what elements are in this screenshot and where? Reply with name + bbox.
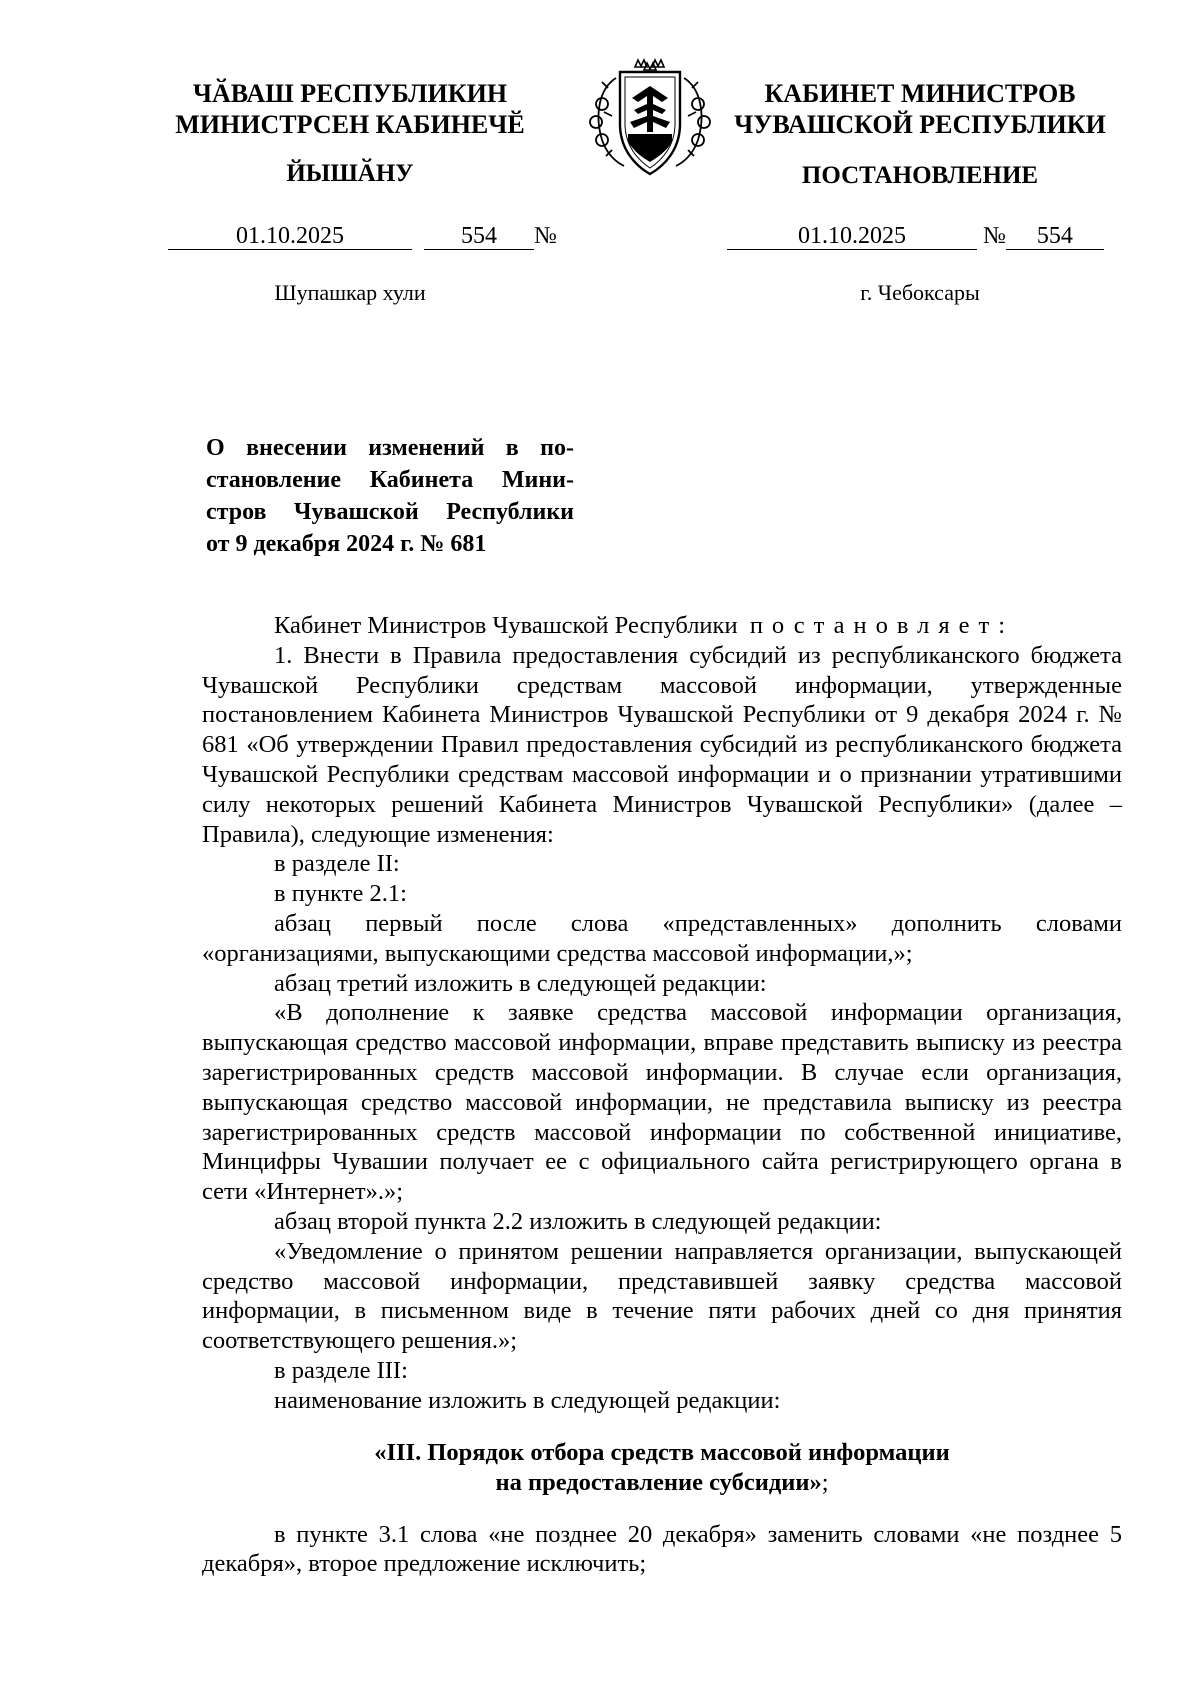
date-right: 01.10.2025 bbox=[727, 221, 977, 250]
section-title-tail: ; bbox=[821, 1468, 829, 1496]
number-sign-left: № bbox=[534, 223, 557, 249]
number-right: 554 bbox=[1006, 221, 1104, 250]
place-right: г. Чебоксары bbox=[860, 280, 980, 305]
subject-line-2: становление Кабинета Мини- bbox=[206, 467, 574, 493]
body-paragraph-3: в пункте 2.1: bbox=[274, 880, 407, 908]
doc-type-left: ЙЫШӐНУ bbox=[286, 160, 414, 187]
body-paragraph-2: в разделе II: bbox=[274, 850, 400, 878]
date-number-left bbox=[168, 221, 568, 251]
body-paragraph-7: абзац второй пункта 2.2 изложить в следующей редакции: bbox=[274, 1207, 882, 1235]
intro-text: Кабинет Министров Чувашской Республики bbox=[274, 612, 738, 639]
body-paragraph-5: абзац третий изложить в следующей редакции: bbox=[274, 969, 767, 997]
body-paragraph-4: абзац первый после слова «представленных» дополнить словами «организациями, выпускающими средства массовой информации,»; bbox=[202, 909, 1122, 967]
header-right-line1: КАБИНЕТ МИНИСТРОВ bbox=[764, 79, 1076, 108]
section-title-line-1: «III. Порядок отбора средств массовой информации bbox=[374, 1438, 950, 1466]
header-right-line2: ЧУВАШСКОЙ РЕСПУБЛИКИ bbox=[734, 110, 1106, 139]
header-left-line2: МИНИСТРСЕН КАБИНЕЧӖ bbox=[175, 110, 525, 139]
body-paragraph-11: в пункте 3.1 слова «не позднее 20 декабря» заменить словами «не позднее 5 декабря», второе предложение исключить; bbox=[202, 1520, 1122, 1578]
document-body bbox=[202, 611, 1122, 1579]
subject-line-3: стров Чувашской Республики bbox=[206, 499, 574, 525]
header-right bbox=[720, 78, 1120, 140]
body-paragraph-1: 1. Внести в Правила предоставления субсидий из республиканского бюджета Чувашской Республики средствам массовой информации, утвержденные постановлением Кабинета Министров Чувашской Республики от 9 декабря 2024 г. № 681 «Об утверждении Правил предоставления субсидий из республиканского бюджета Чувашской Республики средствам массовой информации и о признании утратившими силу некоторых решений Кабинета Министров Чувашской Республики» (далее – Правила), следующие изменения: bbox=[202, 641, 1122, 848]
document-subject bbox=[206, 432, 574, 560]
header-left-line1: ЧӐВАШ РЕСПУБЛИКИН bbox=[192, 79, 508, 108]
body-paragraph-10: наименование изложить в следующей редакции: bbox=[274, 1386, 781, 1414]
date-number-right bbox=[727, 221, 1127, 251]
section-title bbox=[202, 1438, 1122, 1498]
number-left: 554 bbox=[424, 221, 534, 250]
subject-line-4: от 9 декабря 2024 г. № 681 bbox=[206, 531, 487, 557]
body-paragraph-6: «В дополнение к заявке средства массовой информации организация, выпускающая средство массовой информации, вправе представить выписку из реестра зарегистрированных средств массовой информации. В случае если организация, выпускающая средство массовой информации, не представила выписку из реестра зарегистрированных средств массовой информации по собственной инициативе, Минцифры Чувашии получает ее с официального сайта регистрирующего органа в сети «Интернет».»; bbox=[202, 999, 1122, 1206]
subject-line-1: О внесении изменений в по- bbox=[206, 435, 574, 461]
header-left bbox=[150, 78, 550, 140]
body-paragraph-9: в разделе III: bbox=[274, 1356, 408, 1384]
number-sign-right: № bbox=[983, 223, 1006, 249]
section-title-line-2: на предоставление субсидии» bbox=[495, 1468, 822, 1496]
place-left: Шупашкар хули bbox=[274, 280, 426, 305]
body-intro bbox=[202, 611, 1122, 641]
doc-type-right: ПОСТАНОВЛЕНИЕ bbox=[801, 162, 1039, 189]
chuvash-coat-of-arms-icon bbox=[572, 58, 728, 178]
intro-verb: постановляет: bbox=[749, 612, 1015, 639]
body-paragraph-8: «Уведомление о принятом решении направляется организации, выпускающей средство массовой информации, представившей заявку средства массовой информации, в письменном виде в течение пяти рабочих дней со дня принятия соответствующего решения.»; bbox=[202, 1237, 1122, 1355]
date-left: 01.10.2025 bbox=[168, 221, 412, 250]
